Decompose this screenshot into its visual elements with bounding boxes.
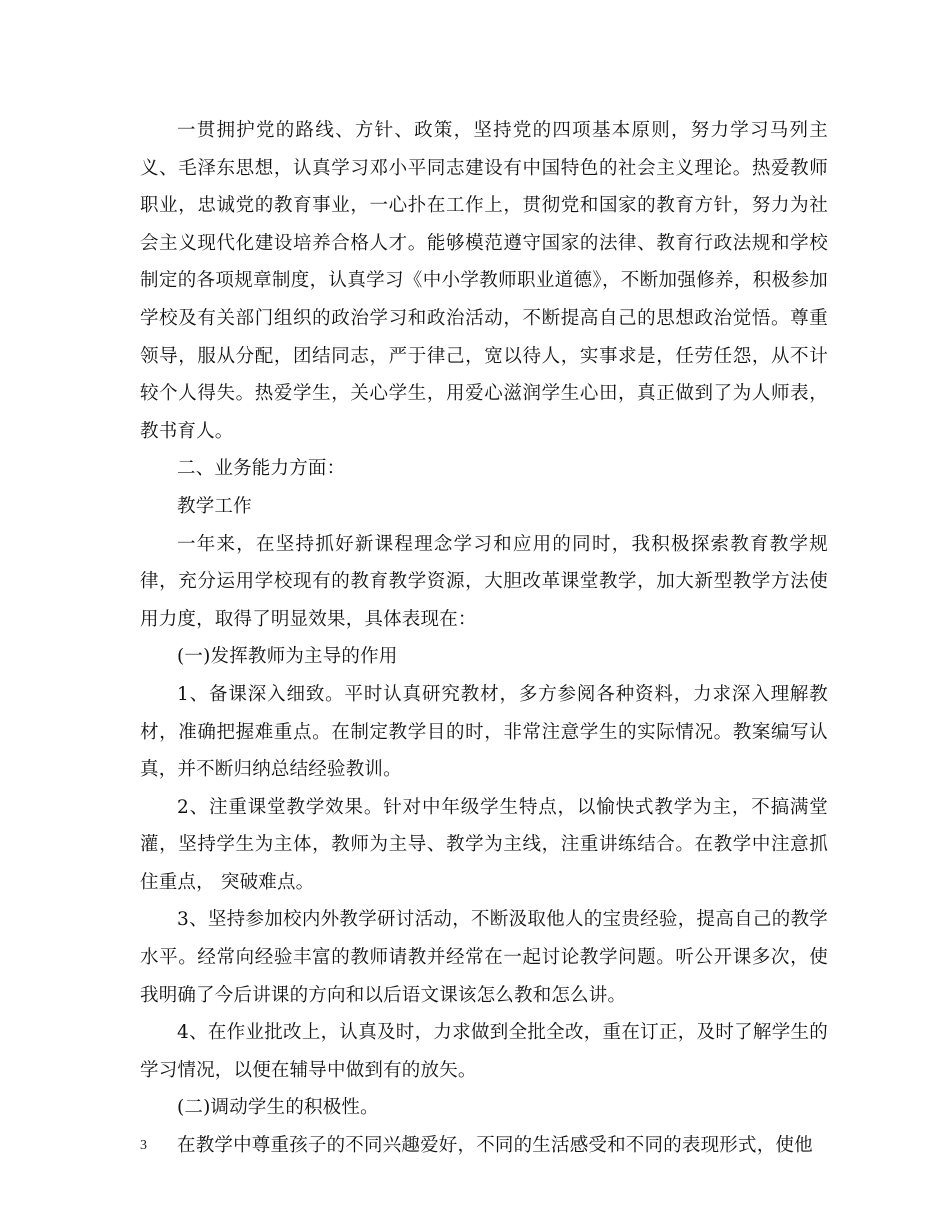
section-heading-business-ability: 二、业务能力方面： (177, 458, 346, 480)
paragraph-teaching-overview: 一年来，在坚持抓好新课程理念学习和应用的同时，我积极探索教育教学规律，充分运用学校现有的教育教学资源，大胆改革课堂教学，加大新型教学方法使用力度，取得了明显效果，具体表现在： (140, 533, 828, 630)
paragraph-respect-interests: 在教学中尊重孩子的不同兴趣爱好，不同的生活感受和不同的表现形式，使他 (177, 1135, 813, 1157)
subheading-teacher-leading-role: (一)发挥教师为主导的作用 (177, 646, 398, 668)
paragraph-classroom-effect: 2、注重课堂教学效果。针对中年级学生特点，以愉快式教学为主，不搞满堂灌，坚持学生为主体，教师为主导、教学为主线，注重讲练结合。在教学中注意抓住重点， 突破难点。 (140, 796, 828, 893)
subheading-teaching-work: 教学工作 (177, 495, 252, 517)
subheading-student-motivation: (二)调动学生的积极性。 (177, 1097, 379, 1119)
paragraph-political-attitude: 一贯拥护党的路线、方针、政策，坚持党的四项基本原则，努力学习马列主义、毛泽东思想，认真学习邓小平同志建设有中国特色的社会主义理论。热爱教师职业，忠诚党的教育事业，一心扑在工作上，贯彻党和国家的教育方针，努力为社会主义现代化建设培养合格人才。能够模范遵守国家的法律、教育行政法规和学校制定的各项规章制度，认真学习《中小学教师职业道德》，不断加强修养，积极参加学校及有关部门组织的政治学习和政治活动，不断提高自己的思想政治觉悟。尊重领导，服从分配，团结同志，严于律己，宽以待人，实事求是，任劳任怨，从不计较个人得失。热爱学生，关心学生，用爱心滋润学生心田，真正做到了为人师表，教书育人。 (140, 120, 828, 442)
document-body (140, 112, 828, 1165)
paragraph-lesson-preparation: 1、备课深入细致。平时认真研究教材，多方参阅各种资料，力求深入理解教材，准确把握难重点。在制定教学目的时，非常注意学生的实际情况。教案编写认真，并不断归纳总结经验教训。 (140, 683, 828, 781)
page-number: 3 (140, 1138, 147, 1153)
paragraph-homework-correction: 4、在作业批改上，认真及时，力求做到全批全改，重在订正，及时了解学生的学习情况，以便在辅导中做到有的放矢。 (140, 1022, 828, 1081)
paragraph-teaching-research: 3、坚持参加校内外教学研讨活动，不断汲取他人的宝贵经验，提高自己的教学水平。经常向经验丰富的教师请教并经常在一起讨论教学问题。听公开课多次，使我明确了今后讲课的方向和以后语文课该怎么教和怎么讲。 (140, 909, 828, 1006)
